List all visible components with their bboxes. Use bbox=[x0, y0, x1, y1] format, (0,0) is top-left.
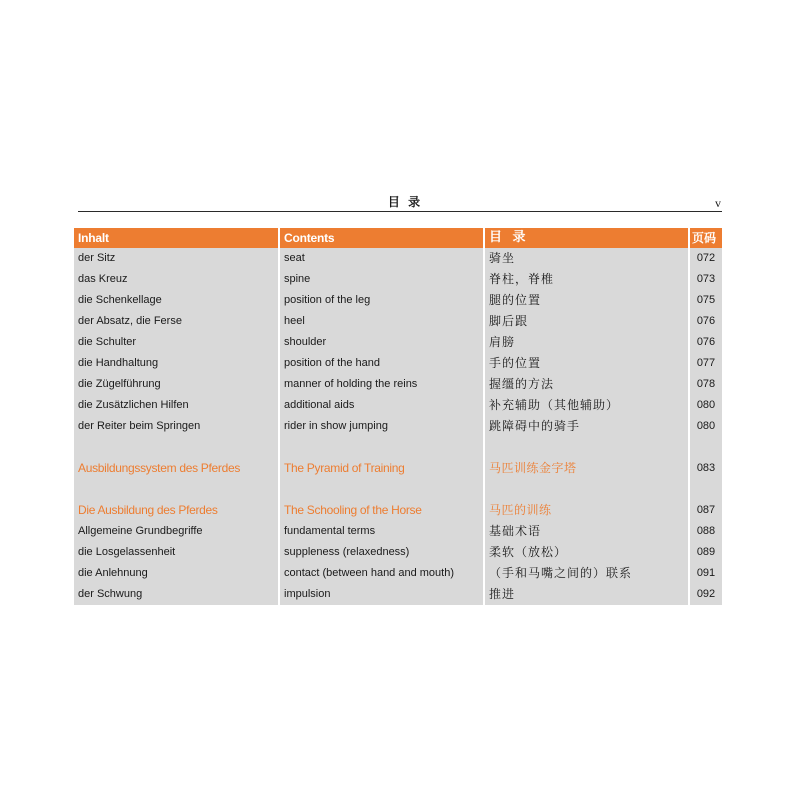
chinese-term: 跳障碍中的骑手 bbox=[485, 416, 688, 437]
chinese-term: 骑坐 bbox=[485, 248, 688, 269]
chinese-section-title: 马匹训练金字塔 bbox=[485, 458, 688, 479]
toc-row bbox=[74, 521, 722, 542]
english-section-title: The Pyramid of Training bbox=[280, 458, 483, 479]
page-number: 089 bbox=[690, 542, 722, 563]
english-section-title: The Schooling of the Horse bbox=[280, 500, 483, 521]
toc-row bbox=[74, 416, 722, 437]
page-number: 088 bbox=[690, 521, 722, 542]
chinese-term: 推进 bbox=[485, 584, 688, 605]
toc-row bbox=[74, 542, 722, 563]
page-number: 076 bbox=[690, 311, 722, 332]
german-term: die Losgelassenheit bbox=[74, 542, 278, 563]
page-number: 078 bbox=[690, 374, 722, 395]
toc-spacer-row bbox=[74, 437, 722, 458]
german-column-header: Inhalt bbox=[74, 228, 278, 248]
page-number: 077 bbox=[690, 353, 722, 374]
toc-row bbox=[74, 563, 722, 584]
german-term: der Reiter beim Springen bbox=[74, 416, 278, 437]
chinese-term: （手和马嘴之间的）联系 bbox=[485, 563, 688, 584]
toc-section-row bbox=[74, 458, 722, 479]
chinese-term: 腿的位置 bbox=[485, 290, 688, 311]
toc-row bbox=[74, 332, 722, 353]
german-term: der Absatz, die Ferse bbox=[74, 311, 278, 332]
spacer-cell bbox=[690, 437, 722, 458]
english-term: shoulder bbox=[280, 332, 483, 353]
chinese-term: 柔软（放松） bbox=[485, 542, 688, 563]
page-number: 083 bbox=[690, 458, 722, 479]
toc-row bbox=[74, 395, 722, 416]
page-title: 目 录 bbox=[387, 195, 423, 209]
german-term: die Schulter bbox=[74, 332, 278, 353]
german-term: die Zügelführung bbox=[74, 374, 278, 395]
chinese-term: 补充辅助（其他辅助） bbox=[485, 395, 688, 416]
german-term: Allgemeine Grundbegriffe bbox=[74, 521, 278, 542]
german-term: die Anlehnung bbox=[74, 563, 278, 584]
toc-spacer-row bbox=[74, 479, 722, 500]
spacer-cell bbox=[690, 479, 722, 500]
page-number: 075 bbox=[690, 290, 722, 311]
toc-row bbox=[74, 374, 722, 395]
english-column-header: Contents bbox=[280, 228, 483, 248]
chinese-column-header: 目 录 bbox=[485, 228, 688, 248]
german-section-title: Die Ausbildung des Pferdes bbox=[74, 500, 278, 521]
page-column-header: 页码 bbox=[690, 228, 722, 248]
german-term: der Sitz bbox=[74, 248, 278, 269]
page-number: 076 bbox=[690, 332, 722, 353]
english-term: manner of holding the reins bbox=[280, 374, 483, 395]
toc-row bbox=[74, 248, 722, 269]
spacer-cell bbox=[280, 479, 483, 500]
toc-header-row bbox=[74, 228, 722, 248]
toc-row bbox=[74, 269, 722, 290]
spacer-cell bbox=[74, 437, 278, 458]
header-rule bbox=[78, 211, 722, 212]
english-term: rider in show jumping bbox=[280, 416, 483, 437]
toc-section-row bbox=[74, 500, 722, 521]
german-section-title: Ausbildungssystem des Pferdes bbox=[74, 458, 278, 479]
spacer-cell bbox=[280, 437, 483, 458]
page-numeral: v bbox=[715, 196, 721, 210]
page-number: 073 bbox=[690, 269, 722, 290]
toc-table bbox=[74, 228, 722, 605]
toc-row bbox=[74, 311, 722, 332]
german-term: die Schenkellage bbox=[74, 290, 278, 311]
spacer-cell bbox=[485, 479, 688, 500]
german-term: die Handhaltung bbox=[74, 353, 278, 374]
page-number: 080 bbox=[690, 416, 722, 437]
english-term: contact (between hand and mouth) bbox=[280, 563, 483, 584]
spacer-cell bbox=[74, 479, 278, 500]
chinese-term: 握缰的方法 bbox=[485, 374, 688, 395]
spacer-cell bbox=[485, 437, 688, 458]
english-term: additional aids bbox=[280, 395, 483, 416]
toc-row bbox=[74, 353, 722, 374]
english-term: heel bbox=[280, 311, 483, 332]
chinese-term: 脊柱，脊椎 bbox=[485, 269, 688, 290]
page-number: 072 bbox=[690, 248, 722, 269]
english-term: position of the leg bbox=[280, 290, 483, 311]
english-term: position of the hand bbox=[280, 353, 483, 374]
english-term: spine bbox=[280, 269, 483, 290]
page-number: 092 bbox=[690, 584, 722, 605]
german-term: der Schwung bbox=[74, 584, 278, 605]
toc-row bbox=[74, 584, 722, 605]
page-number: 091 bbox=[690, 563, 722, 584]
chinese-term: 肩膀 bbox=[485, 332, 688, 353]
german-term: das Kreuz bbox=[74, 269, 278, 290]
chinese-term: 手的位置 bbox=[485, 353, 688, 374]
toc-row bbox=[74, 290, 722, 311]
chinese-term: 基础术语 bbox=[485, 521, 688, 542]
english-term: impulsion bbox=[280, 584, 483, 605]
page-number: 087 bbox=[690, 500, 722, 521]
english-term: fundamental terms bbox=[280, 521, 483, 542]
german-term: die Zusätzlichen Hilfen bbox=[74, 395, 278, 416]
english-term: suppleness (relaxedness) bbox=[280, 542, 483, 563]
chinese-term: 脚后跟 bbox=[485, 311, 688, 332]
page-number: 080 bbox=[690, 395, 722, 416]
english-term: seat bbox=[280, 248, 483, 269]
chinese-section-title: 马匹的训练 bbox=[485, 500, 688, 521]
